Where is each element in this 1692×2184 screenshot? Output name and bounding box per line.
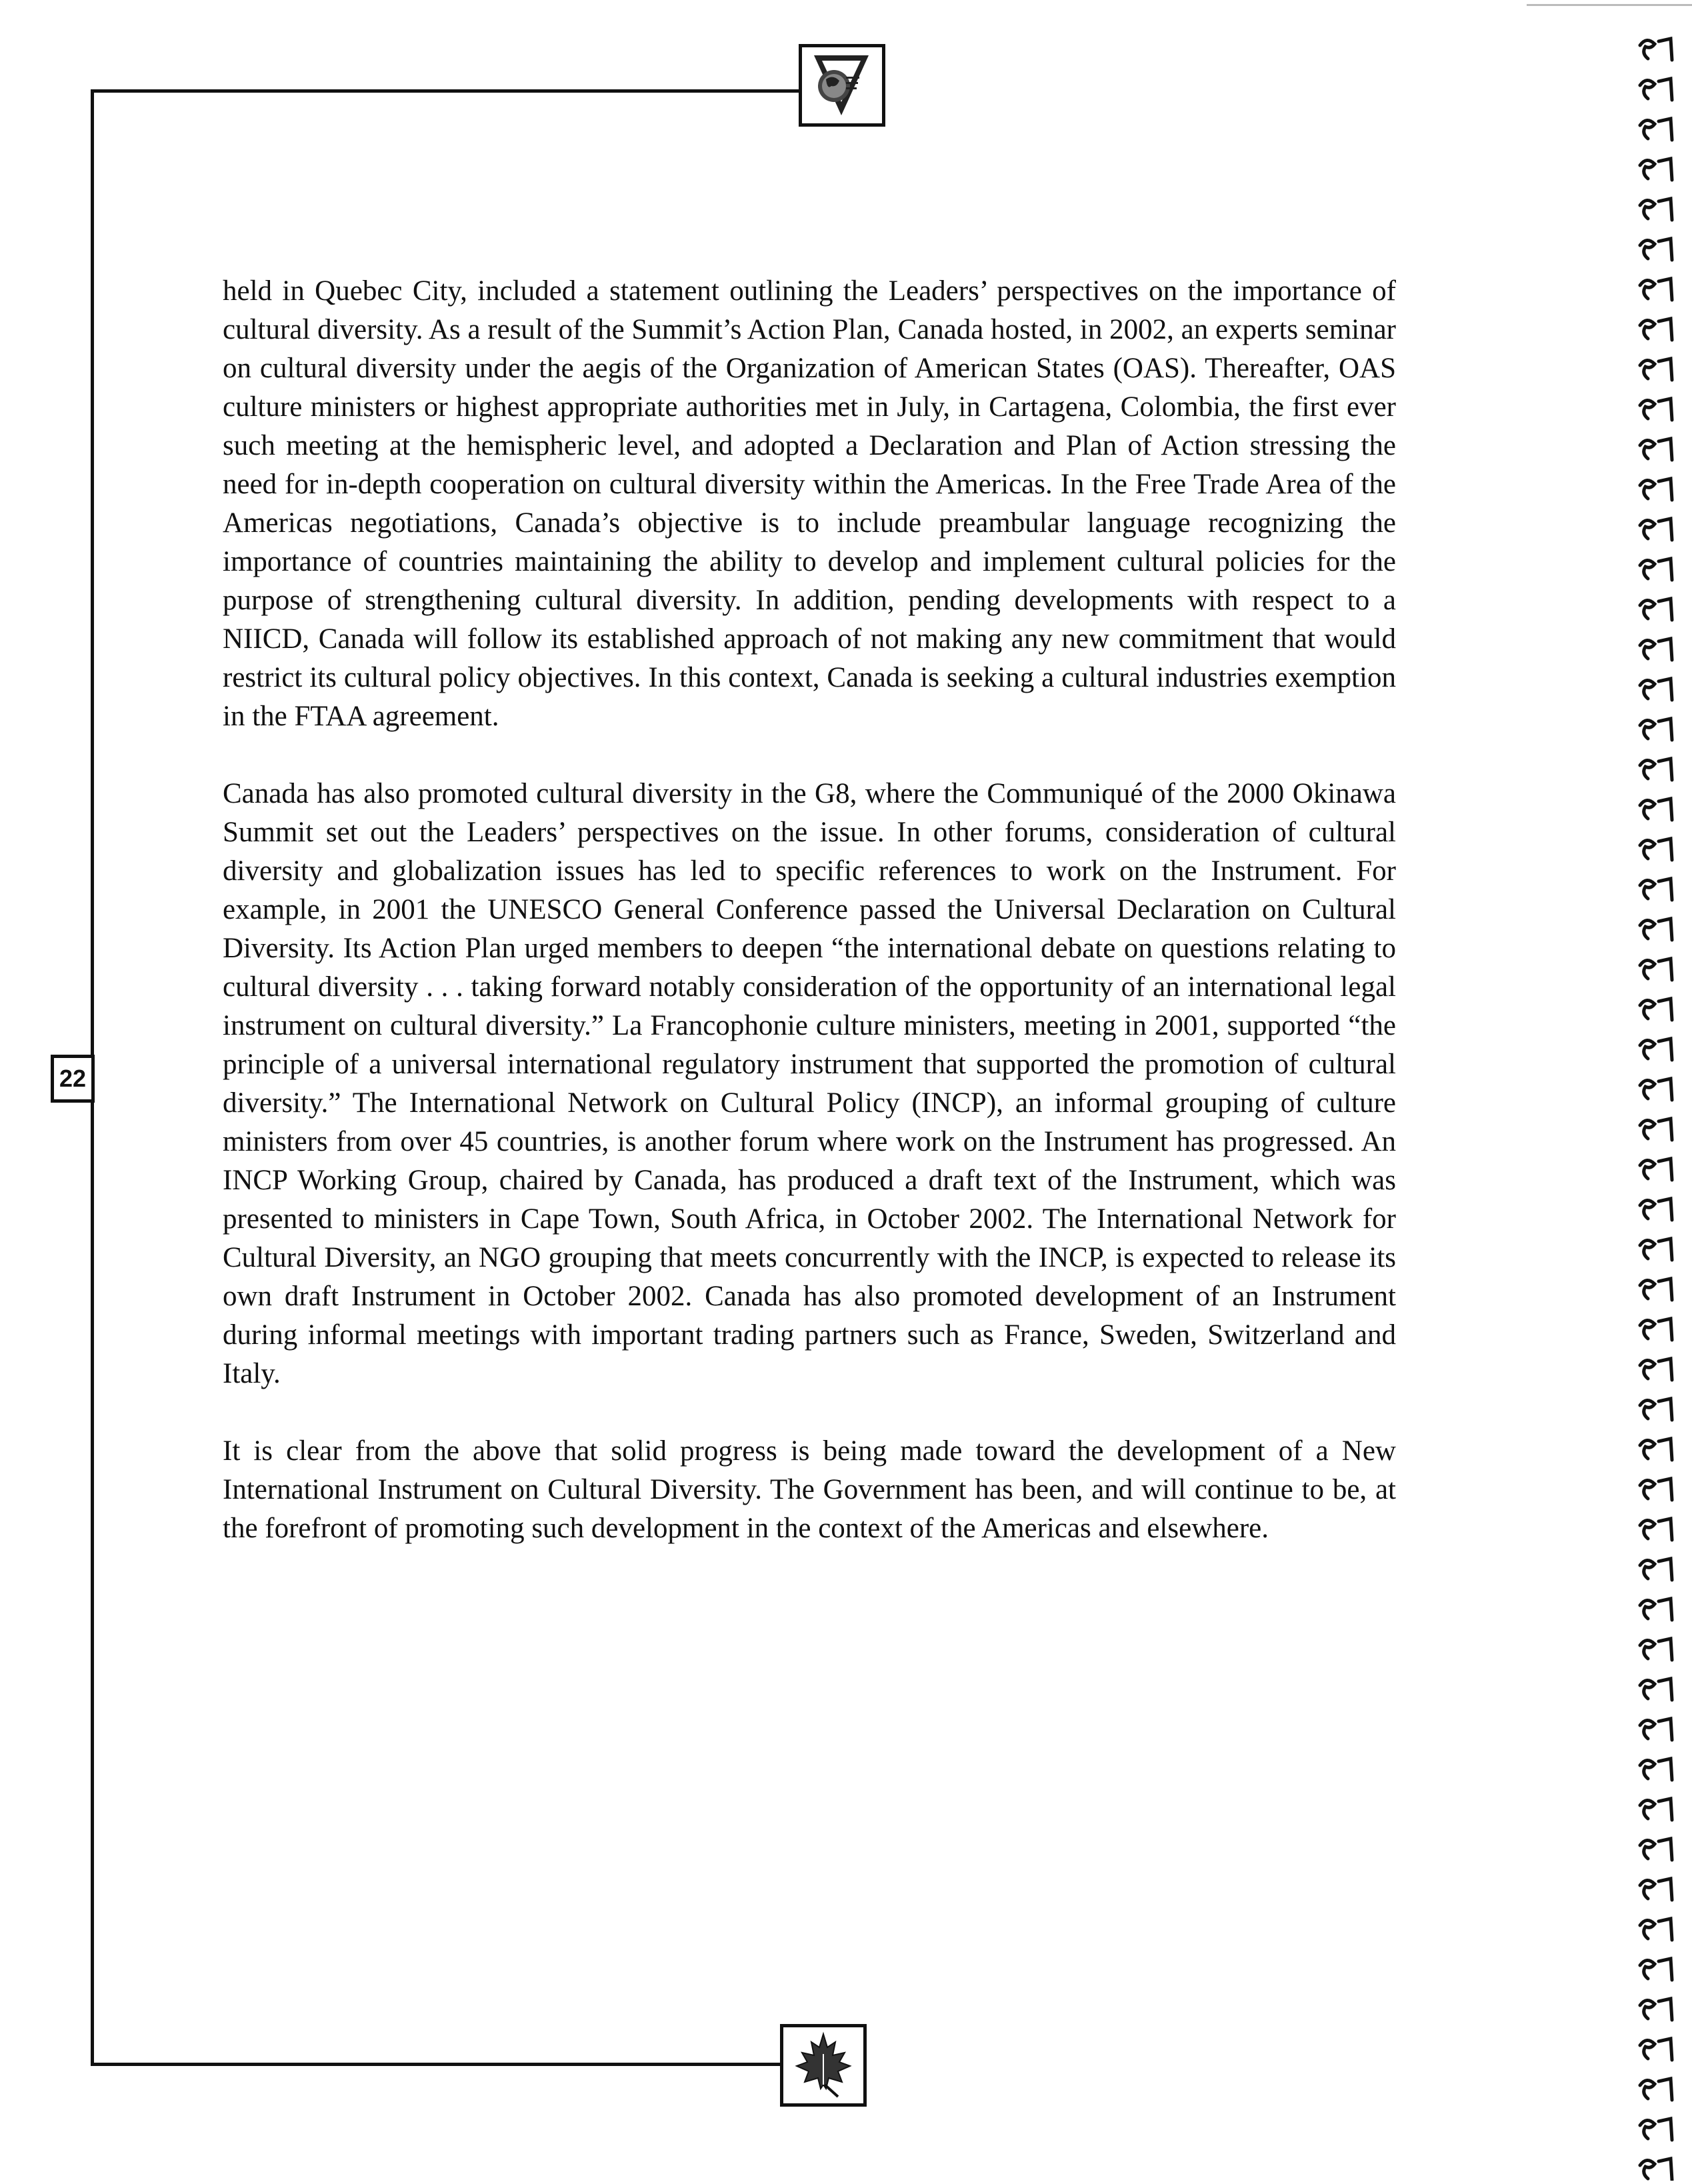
- spiral-coil: [1640, 120, 1655, 139]
- spiral-coil: [1659, 1959, 1672, 1980]
- spiral-coil: [1640, 1600, 1655, 1619]
- spiral-coil: [1640, 1680, 1655, 1699]
- spiral-coil: [1659, 1279, 1672, 1300]
- spiral-coil: [1640, 2120, 1655, 2139]
- spiral-coil: [1640, 1200, 1655, 1219]
- spiral-coil: [1640, 2080, 1655, 2099]
- spiral-coil: [1640, 760, 1655, 779]
- spiral-coil: [1640, 1920, 1655, 1939]
- spiral-coil: [1640, 40, 1655, 59]
- spiral-coil: [1659, 1039, 1672, 1060]
- spiral-coil: [1659, 1559, 1672, 1580]
- spiral-coil: [1659, 399, 1672, 420]
- spiral-coil: [1640, 920, 1655, 939]
- maple-leaf-icon: [780, 2024, 867, 2107]
- spiral-coil: [1640, 1440, 1655, 1459]
- spiral-coil: [1640, 1160, 1655, 1179]
- spiral-coil: [1659, 1159, 1672, 1180]
- spiral-coil: [1640, 600, 1655, 619]
- body-text: [223, 272, 1396, 1587]
- spiral-coil: [1659, 479, 1672, 500]
- spiral-coil: [1659, 799, 1672, 820]
- spiral-coil: [1659, 1839, 1672, 1860]
- spiral-coil: [1640, 320, 1655, 339]
- spiral-coil: [1659, 199, 1672, 220]
- spiral-coil: [1659, 2119, 1672, 2140]
- spiral-coil: [1640, 1720, 1655, 1739]
- spiral-coil: [1659, 879, 1672, 900]
- paragraph: Canada has also promoted cultural diversity in the G8, where the Communiqué of the 2000 Okinawa Summit set out the Leaders’ perspectives on the issue. In other forums, consideration of cultural diversity and globalization issues has led to specific references to work on the Instrument. For example, in 2001 the UNESCO General Conference passed the Universal Declaration on Cultural Diversity. Its Action Plan urged members to deepen “the international debate on questions relating to cultural diversity . . . taking forward notably consideration of the opportunity of an international legal instrument on cultural diversity.” La Francophonie culture ministers, meeting in 2001, supported “the principle of a universal international regulatory instrument that supported the promotion of cultural diversity.” The International Network on Cultural Policy (INCP), an informal grouping of culture ministers from over 45 countries, is another forum where work on the Instrument has progressed. An INCP Working Group, chaired by Canada, has produced a draft text of the Instrument, which was presented to ministers in Cape Town, South Africa, in October 2002. The International Network for Cultural Diversity, an NGO grouping that meets concurrently with the INCP, is expected to release its own draft Instrument in October 2002. Canada has also promoted development of an Instrument during informal meetings with important trading partners such as France, Sweden, Switzerland and Italy.: [223, 778, 1396, 1389]
- frame-bottom-line: [92, 2063, 780, 2066]
- globe-triangle-logo: [799, 44, 885, 127]
- spiral-coil: [1659, 319, 1672, 340]
- spiral-coil: [1659, 39, 1672, 60]
- spiral-coil: [1640, 2040, 1655, 2059]
- spiral-coil: [1659, 1679, 1672, 1700]
- spiral-coil: [1659, 1479, 1672, 1500]
- spiral-coil: [1659, 1399, 1672, 1420]
- spiral-coil: [1640, 1800, 1655, 1819]
- spiral-coil: [1659, 1999, 1672, 2020]
- spiral-coil: [1640, 2000, 1655, 2019]
- spiral-coil: [1659, 719, 1672, 740]
- spiral-coil: [1659, 679, 1672, 700]
- spiral-coil: [1659, 919, 1672, 940]
- spiral-coil: [1659, 1319, 1672, 1340]
- spiral-coil: [1640, 720, 1655, 739]
- spiral-coil: [1640, 400, 1655, 419]
- spiral-coil: [1659, 2079, 1672, 2100]
- spiral-coil: [1659, 759, 1672, 780]
- spiral-coil: [1659, 1799, 1672, 1820]
- spiral-coil: [1659, 1079, 1672, 1100]
- frame-top-line: [92, 89, 799, 93]
- spiral-coil: [1640, 1000, 1655, 1019]
- spiral-coil: [1640, 1520, 1655, 1539]
- spiral-coil: [1640, 1240, 1655, 1259]
- spiral-coil: [1640, 1040, 1655, 1059]
- spiral-coil: [1640, 440, 1655, 459]
- spiral-coil: [1640, 1320, 1655, 1339]
- spiral-coil: [1659, 999, 1672, 1020]
- paragraph: It is clear from the above that solid progress is being made toward the development of a New International Instrument on Cultural Diversity. The Government has been, and will continue to be, at the forefront of promoting such development in the context of the Americas and elsewhere.: [223, 1435, 1396, 1544]
- spiral-coil: [1659, 639, 1672, 660]
- spiral-coil: [1659, 1119, 1672, 1140]
- spiral-coil: [1659, 2039, 1672, 2060]
- spiral-coil: [1659, 1439, 1672, 1460]
- spiral-coil: [1640, 1760, 1655, 1779]
- spiral-coil: [1659, 839, 1672, 860]
- spiral-coil: [1659, 1639, 1672, 1660]
- spiral-coil: [1659, 1519, 1672, 1540]
- spiral-coil: [1640, 1480, 1655, 1499]
- spiral-coil: [1640, 520, 1655, 539]
- spiral-coil: [1659, 1719, 1672, 1740]
- spiral-coil: [1659, 1919, 1672, 1940]
- spiral-binding: [1627, 12, 1692, 2181]
- spiral-coil: [1659, 239, 1672, 260]
- spiral-coil: [1640, 1280, 1655, 1299]
- spiral-coil: [1640, 560, 1655, 579]
- spiral-coil: [1640, 1120, 1655, 1139]
- spiral-coil: [1659, 1359, 1672, 1380]
- spiral-coil: [1640, 1080, 1655, 1099]
- spiral-coil: [1659, 159, 1672, 180]
- spiral-coil: [1640, 280, 1655, 299]
- spiral-coil: [1640, 1840, 1655, 1859]
- spiral-coil: [1659, 439, 1672, 460]
- spiral-coil: [1659, 2159, 1672, 2180]
- spiral-coil: [1640, 360, 1655, 379]
- spiral-coil: [1640, 1960, 1655, 1979]
- spiral-coil: [1659, 119, 1672, 140]
- spiral-coil: [1659, 1759, 1672, 1780]
- spiral-coil: [1640, 1640, 1655, 1659]
- spiral-coil: [1640, 1400, 1655, 1419]
- spiral-coil: [1640, 240, 1655, 259]
- spiral-coil: [1659, 1599, 1672, 1620]
- spiral-coil: [1640, 480, 1655, 499]
- spiral-coil: [1659, 599, 1672, 620]
- spiral-coil: [1659, 1239, 1672, 1260]
- binding-top-rule: [1527, 4, 1692, 6]
- spiral-coil: [1640, 680, 1655, 699]
- spiral-coil: [1659, 79, 1672, 100]
- spiral-coil: [1640, 1560, 1655, 1579]
- spiral-coil: [1640, 880, 1655, 899]
- spiral-coil: [1640, 1880, 1655, 1899]
- spiral-coil: [1659, 519, 1672, 540]
- spiral-coil: [1659, 1199, 1672, 1220]
- spiral-coil: [1659, 559, 1672, 580]
- spiral-coil: [1640, 960, 1655, 979]
- spiral-coil: [1659, 279, 1672, 300]
- spiral-coil: [1640, 2160, 1655, 2179]
- spiral-coil: [1640, 200, 1655, 219]
- spiral-coil: [1640, 1360, 1655, 1379]
- spiral-coil: [1659, 1879, 1672, 1900]
- spiral-coil: [1659, 959, 1672, 980]
- spiral-coil: [1640, 840, 1655, 859]
- spiral-coil: [1640, 160, 1655, 179]
- page-number: 22: [51, 1055, 95, 1103]
- spiral-coil: [1640, 80, 1655, 99]
- paragraph: held in Quebec City, included a statement outlining the Leaders’ perspectives on the importance of cultural diversity. As a result of the Summit’s Action Plan, Canada hosted, in 2002, an experts seminar on cultural diversity under the aegis of the Organization of American States (OAS). Thereafter, OAS culture ministers or highest appropriate authorities met in July, in Cartagena, Colombia, the first ever such meeting at the hemispheric level, and adopted a Declaration and Plan of Action stressing the need for in-depth cooperation on cultural diversity within the Americas. In the Free Trade Area of the Americas negotiations, Canada’s objective is to include preambular language recognizing the importance of countries maintaining the ability to develop and implement cultural policies for the purpose of strengthening cultural diversity. In addition, pending developments with respect to a NIICD, Canada will follow its established approach of not making any new commitment that would restrict its cultural policy objectives. In this context, Canada is seeking a cultural industries exemption in the FTAA agreement.: [223, 275, 1396, 732]
- spiral-coil: [1659, 359, 1672, 380]
- spiral-coil: [1640, 640, 1655, 659]
- spiral-coil: [1640, 800, 1655, 819]
